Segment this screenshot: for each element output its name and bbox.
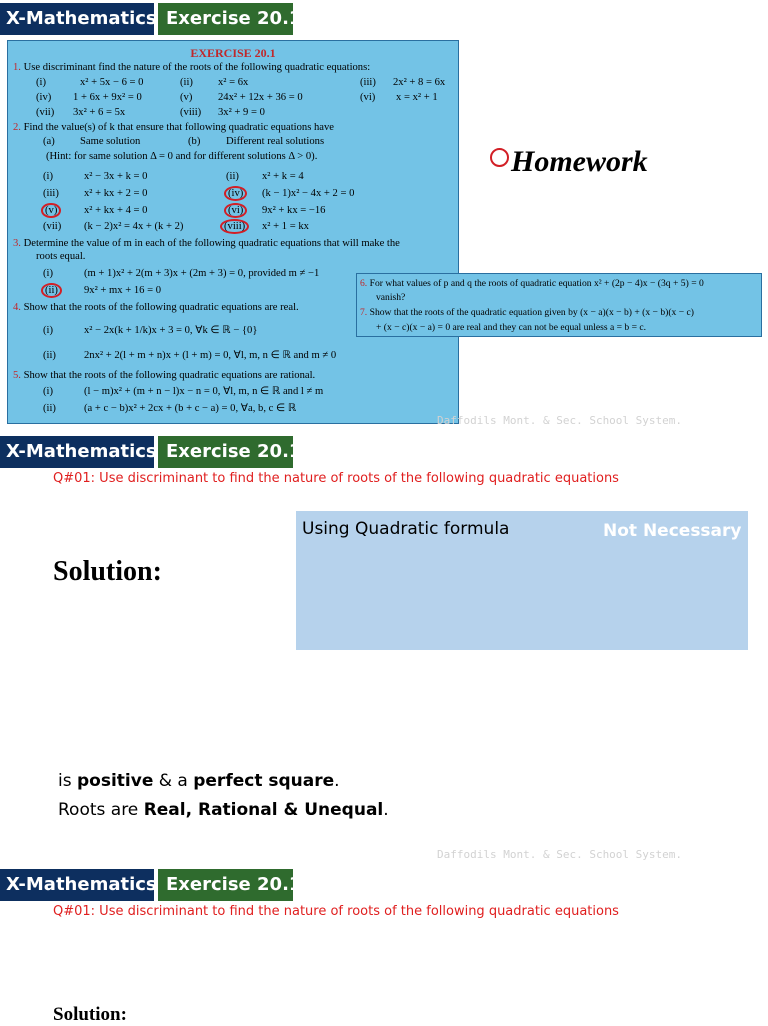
circled-item-label xyxy=(220,219,249,234)
q6-text2: vanish? xyxy=(376,292,406,303)
list-item-equation: x² = 6x xyxy=(218,77,249,88)
text-span: is xyxy=(58,771,77,791)
list-item-label: (vii) xyxy=(43,221,62,232)
list-item-label: (v) xyxy=(180,92,193,103)
subject-tag: X-Mathematics xyxy=(0,436,154,468)
list-item-equation: x² − 3x + k = 0 xyxy=(84,171,148,182)
list-item-equation: (l − m)x² + (m + n − l)x − n = 0, ∀l, m, n ∈ ℝ and l ≠ m xyxy=(84,386,324,397)
extra-questions-panel xyxy=(356,273,762,337)
list-item-label: (ii) xyxy=(226,171,239,182)
q3-number: 3. xyxy=(13,238,21,249)
text-span: . xyxy=(383,800,389,820)
red-circle-icon: (v) xyxy=(41,203,61,218)
homework-label: Homework xyxy=(511,145,648,178)
q4-number: 4. xyxy=(13,302,21,313)
list-item-equation: 3x² + 9 = 0 xyxy=(218,107,265,118)
list-item-label: (vi) xyxy=(360,92,376,103)
quadratic-formula-label: Using Quadratic formula xyxy=(302,519,510,539)
q2-hint: (Hint: for same solution Δ = 0 and for different solutions Δ > 0). xyxy=(46,151,318,162)
list-item-equation: x² + 5x − 6 = 0 xyxy=(80,77,144,88)
exercise-tag: Exercise 20.1 xyxy=(158,3,293,35)
solution-heading: Solution: xyxy=(53,556,162,587)
q1-line xyxy=(13,62,370,75)
bullet-circle-icon xyxy=(490,148,509,167)
q2-a-label: (a) xyxy=(43,136,55,147)
list-item-label: (viii) xyxy=(180,107,202,118)
list-item-equation: (a + c − b)x² + 2cx + (b + c − a) = 0, ∀a, b, c ∈ ℝ xyxy=(84,403,297,414)
question-text: Q#01: Use discriminant to find the nature of roots of the following quadratic equations xyxy=(53,471,619,486)
circled-item-label xyxy=(224,203,247,218)
q4-text: Show that the roots of the following quadratic equations are real. xyxy=(23,302,299,313)
list-item-equation: x = x² + 1 xyxy=(396,92,438,103)
circled-item-label xyxy=(224,186,247,201)
list-item-label: (i) xyxy=(43,386,53,397)
q3-text: Determine the value of m in each of the following quadratic equations that will make the xyxy=(23,238,400,249)
q5-number: 5. xyxy=(13,370,21,381)
list-item-label: (ii) xyxy=(43,350,56,361)
text-span: & a xyxy=(153,771,194,791)
list-item-label: (iii) xyxy=(43,188,59,199)
school-watermark: Daffodils Mont. & Sec. School System. xyxy=(437,414,683,427)
q6-line xyxy=(360,278,704,290)
q1-text: Use discriminant find the nature of the roots of the following quadratic equations: xyxy=(23,62,371,73)
red-circle-icon: (viii) xyxy=(220,219,249,234)
list-item-label: (vii) xyxy=(36,107,55,118)
subject-tag: X-Mathematics xyxy=(0,869,154,901)
list-item-equation: x² + 1 = kx xyxy=(262,221,309,232)
q5-text: Show that the roots of the following quadratic equations are rational. xyxy=(23,370,316,381)
list-item-equation: 24x² + 12x + 36 = 0 xyxy=(218,92,303,103)
red-circle-icon: (vi) xyxy=(224,203,247,218)
q6-number: 6. xyxy=(360,278,368,289)
list-item-label: (i) xyxy=(36,77,46,88)
q6-text: For what values of p and q the roots of quadratic equation x² + (2p − 4)x − (3q + 5) = 0 xyxy=(369,278,704,289)
exercise-tag: Exercise 20.1 xyxy=(158,436,293,468)
list-item-label: (ii) xyxy=(180,77,193,88)
list-item-equation: 2nx² + 2(l + m + n)x + (l + m) = 0, ∀l, m, n ∈ ℝ and m ≠ 0 xyxy=(84,350,337,361)
list-item-label: (i) xyxy=(43,325,53,336)
list-item-equation: 1 + 6x + 9x² = 0 xyxy=(73,92,142,103)
not-necessary-label: Not Necessary xyxy=(603,521,742,541)
exercise-panel xyxy=(7,40,459,424)
text-bold: perfect square xyxy=(193,771,335,791)
q7-line xyxy=(360,307,694,319)
list-item-label: (iv) xyxy=(36,92,52,103)
solution-heading: Solution: xyxy=(53,1004,127,1025)
list-item-equation: (m + 1)x² + 2(m + 3)x + (2m + 3) = 0, provided m ≠ −1 xyxy=(84,268,320,279)
q4-line xyxy=(13,302,299,315)
q1-number: 1. xyxy=(13,62,21,73)
list-item-equation: 2x² + 8 = 6x xyxy=(393,77,446,88)
q5-line xyxy=(13,370,315,383)
list-item-equation: 9x² + kx = −16 xyxy=(262,205,326,216)
result-line-1 xyxy=(58,771,340,791)
subject-tag: X-Mathematics xyxy=(0,3,154,35)
q2-b-text: Different real solutions xyxy=(226,136,325,147)
list-item-equation: 3x² + 6 = 5x xyxy=(73,107,126,118)
q2-line xyxy=(13,122,334,135)
list-item-label: (i) xyxy=(43,268,53,279)
text-span: . xyxy=(334,771,340,791)
q2-text: Find the value(s) of k that ensure that following quadratic equations have xyxy=(23,122,334,133)
school-watermark: Daffodils Mont. & Sec. School System. xyxy=(437,848,683,861)
q3-text2: roots equal. xyxy=(36,251,86,262)
exercise-tag: Exercise 20.1 xyxy=(158,869,293,901)
red-circle-icon: (ii) xyxy=(41,283,62,298)
q7-number: 7. xyxy=(360,307,368,318)
list-item-equation: (k − 2)x² = 4x + (k + 2) xyxy=(84,221,184,232)
question-text: Q#01: Use discriminant to find the nature of roots of the following quadratic equations xyxy=(53,904,619,919)
list-item-equation: (k − 1)x² − 4x + 2 = 0 xyxy=(262,188,355,199)
text-bold: Real, Rational & Unequal xyxy=(143,800,384,820)
list-item-equation: x² + k = 4 xyxy=(262,171,304,182)
q2-number: 2. xyxy=(13,122,21,133)
list-item-equation: x² + kx + 2 = 0 xyxy=(84,188,148,199)
list-item-equation: x² + kx + 4 = 0 xyxy=(84,205,148,216)
q7-text: Show that the roots of the quadratic equation given by (x − a)(x − b) + (x − b)(x − c) xyxy=(369,307,694,318)
q2-a-text: Same solution xyxy=(80,136,141,147)
homework-heading xyxy=(490,145,648,179)
list-item-label: (iii) xyxy=(360,77,376,88)
circled-item-label xyxy=(41,203,61,218)
list-item-label: (ii) xyxy=(43,403,56,414)
list-item-equation: x² − 2x(k + 1/k)x + 3 = 0, ∀k ∈ ℝ − {0} xyxy=(84,325,258,336)
red-circle-icon: (iv) xyxy=(224,186,247,201)
text-span: Roots are xyxy=(58,800,144,820)
result-line-2 xyxy=(58,800,389,820)
q2-b-label: (b) xyxy=(188,136,201,147)
text-bold: positive xyxy=(76,771,154,791)
circled-item-label xyxy=(41,283,62,298)
list-item-label: (i) xyxy=(43,171,53,182)
q3-line xyxy=(13,238,400,251)
exercise-title: EXERCISE 20.1 xyxy=(190,46,276,60)
list-item-equation: 9x² + mx + 16 = 0 xyxy=(84,285,162,296)
q7-text2: + (x − c)(x − a) = 0 are real and they can not be equal unless a = b = c. xyxy=(376,322,647,333)
